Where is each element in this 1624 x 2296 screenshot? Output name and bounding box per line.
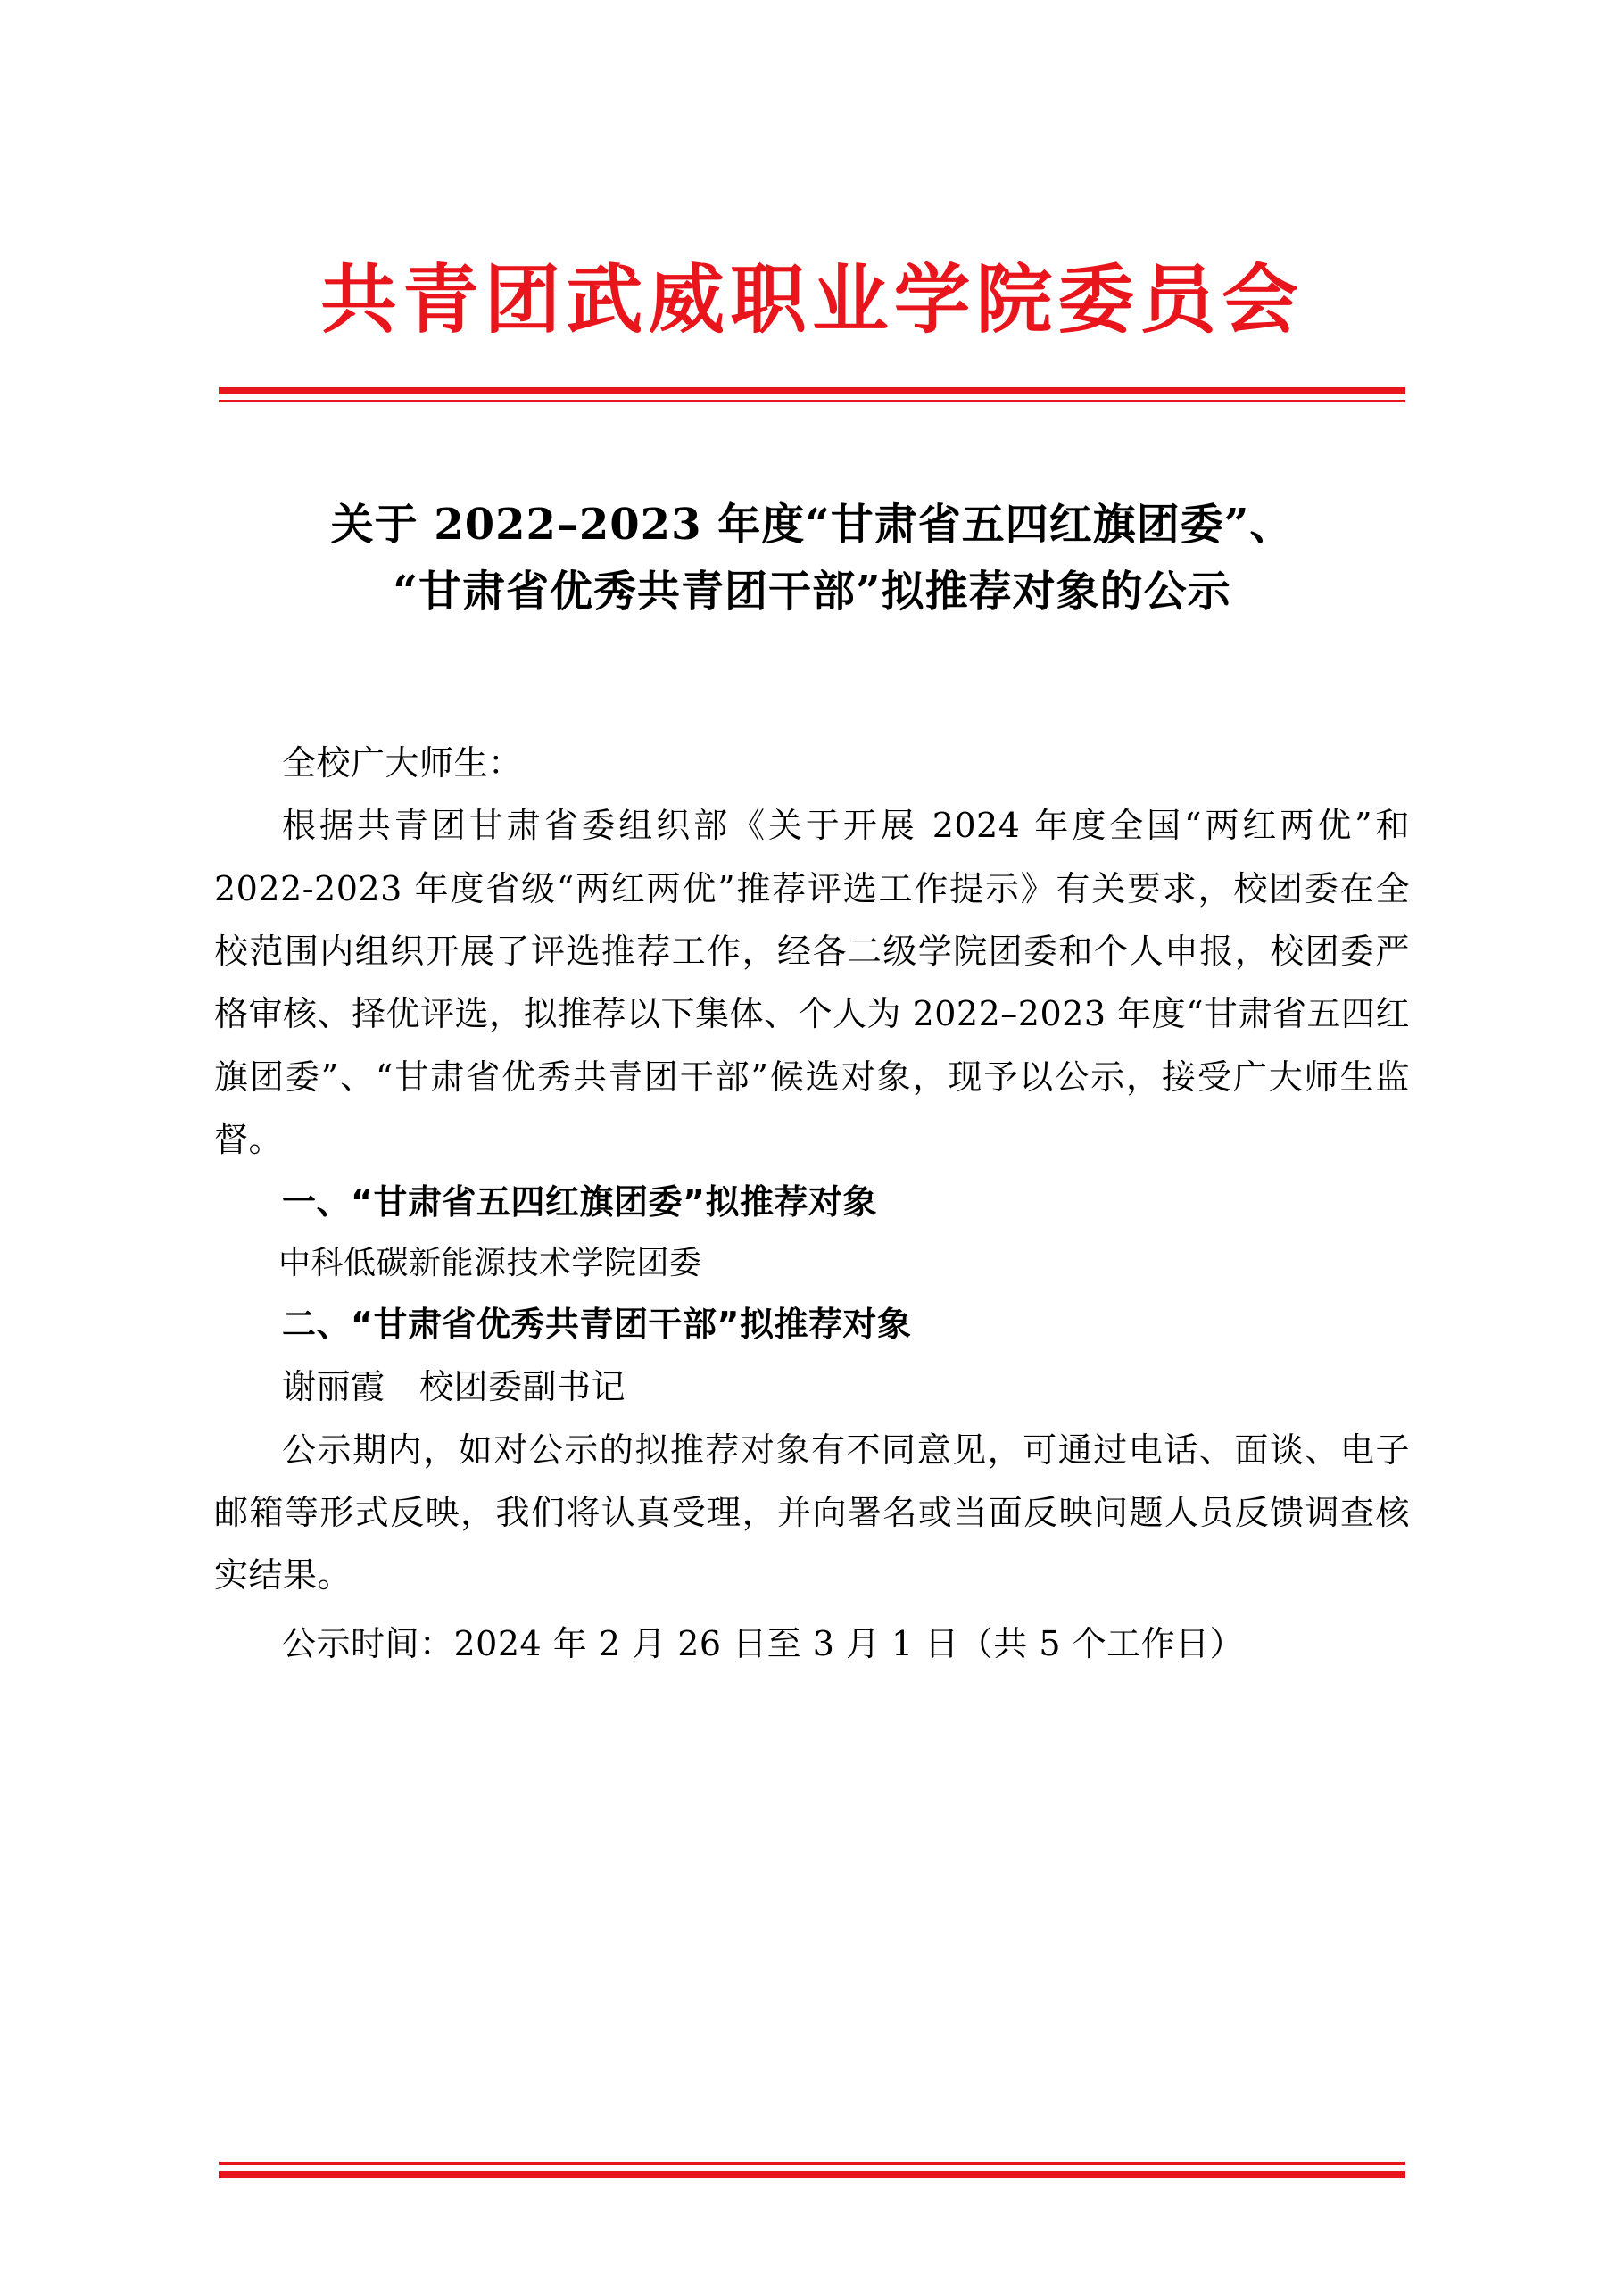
footer-rule-gap [219, 2165, 1405, 2171]
body-paragraph-1: 根据共青团甘肃省委组织部《关于开展 2024 年度全国“两红两优”和 2022-2023 年度省级“两红两优”推荐评选工作提示》有关要求，校团委在全校范围内组织开展了评选推荐工作，经各二级学院团委和个人申报，校团委严格审核、择优评选，拟推荐以下集体、个人为 2022–2023 年度“甘肃省五四红旗团委”、“甘肃省优秀共青团干部”候选对象，现予以公示，接受广大师生监督。 [214, 806, 1411, 1159]
letterhead-rule-thin [219, 400, 1405, 402]
body-paragraph-2: 公示期内，如对公示的拟推荐对象有不同意见，可通过电话、面谈、电子邮箱等形式反映，我们将认真受理，并向署名或当面反映问题人员反馈调查核实结果。 [214, 1430, 1410, 1596]
letterhead [214, 0, 1410, 402]
letterhead-organization-title: 共青团武威职业学院委员会 [320, 256, 1304, 344]
footer-rule-thick [219, 2171, 1405, 2178]
document-title [214, 492, 1410, 625]
footer-rule-group [219, 2162, 1405, 2178]
section-1-item: 中科低碳新能源技术学院团委 [278, 1244, 702, 1281]
letterhead-rule-group [214, 387, 1410, 402]
notice-period: 公示时间：2024 年 2 月 26 日至 3 月 1 日（共 5 个工作日） [282, 1623, 1245, 1663]
document-title-line-1: 关于 2022–2023 年度“甘肃省五四红旗团委”、 [330, 500, 1294, 551]
document-body [214, 732, 1410, 1675]
letterhead-rule-thick [219, 387, 1405, 394]
section-2-item: 谢丽霞 校团委副书记 [282, 1367, 626, 1407]
section-2-heading: 二、“甘肃省优秀共青团干部”拟推荐对象 [282, 1305, 912, 1345]
document-title-line-2: “甘肃省优秀共青团干部”拟推荐对象的公示 [393, 566, 1231, 617]
section-1-heading: 一、“甘肃省五四红旗团委”拟推荐对象 [282, 1182, 877, 1223]
salutation: 全校广大师生： [282, 743, 523, 783]
